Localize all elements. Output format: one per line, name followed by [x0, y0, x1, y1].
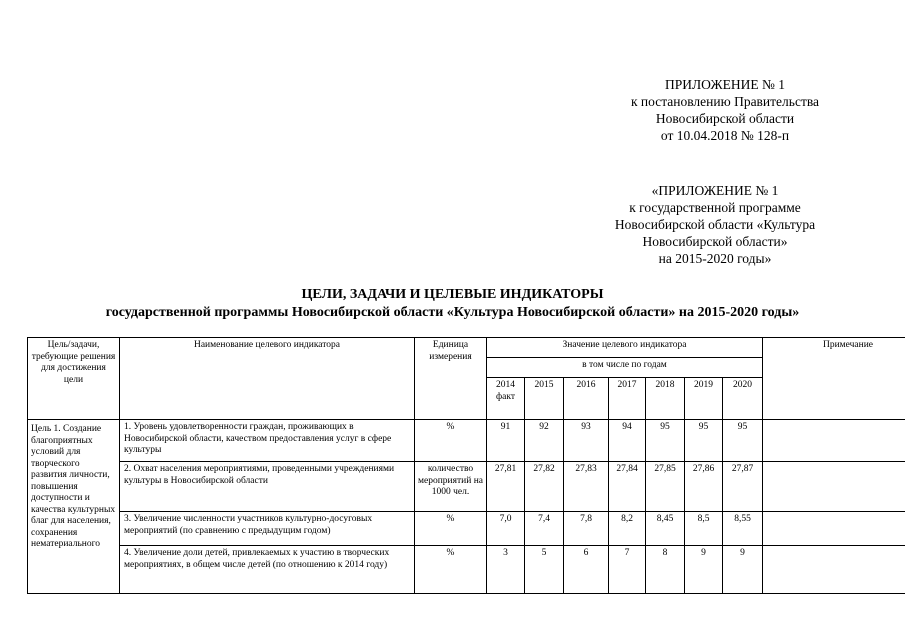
note-cell [763, 546, 905, 594]
value-cell: 8,2 [609, 512, 646, 546]
appendix-line: от 10.04.2018 № 128-п [660, 128, 790, 143]
value-cell: 93 [564, 420, 609, 462]
value-cell: 27,84 [609, 462, 646, 512]
goal-cell: Цель 1. Создание благоприятных условий для творческого развития личности, повышения доступности и качества культурных благ для населения, сохранения нематериального [28, 420, 120, 594]
note-cell [763, 420, 905, 462]
note-cell [763, 512, 905, 546]
value-cell: 7,4 [525, 512, 564, 546]
value-cell: 95 [646, 420, 685, 462]
unit-cell: % [415, 420, 487, 462]
appendix-line: Новосибирской области» [642, 234, 788, 249]
value-cell: 27,81 [487, 462, 525, 512]
note-cell [763, 462, 905, 512]
value-cell: 27,87 [723, 462, 763, 512]
value-cell: 94 [609, 420, 646, 462]
unit-cell: % [415, 546, 487, 594]
table-row [28, 420, 905, 462]
appendix-line: к постановлению Правительства [630, 94, 820, 109]
value-cell: 91 [487, 420, 525, 462]
appendix-line: ПРИЛОЖЕНИЕ № 1 [664, 77, 786, 92]
value-cell: 95 [685, 420, 723, 462]
header-year: 2017 [609, 378, 646, 420]
value-cell: 92 [525, 420, 564, 462]
appendix-line: «ПРИЛОЖЕНИЕ № 1 [651, 183, 779, 198]
header-year: 2018 [646, 378, 685, 420]
value-cell: 27,86 [685, 462, 723, 512]
appendix-line: на 2015-2020 годы» [658, 251, 772, 266]
value-cell: 9 [723, 546, 763, 594]
value-cell: 27,83 [564, 462, 609, 512]
value-cell: 95 [723, 420, 763, 462]
document-title: ЦЕЛИ, ЗАДАЧИ И ЦЕЛЕВЫЕ ИНДИКАТОРЫ [301, 287, 604, 302]
header-indicator: Наименование целевого индикатора [120, 338, 415, 420]
appendix-header-resolution [580, 76, 870, 144]
header-unit: Единица измерения [415, 338, 487, 420]
value-cell: 8,45 [646, 512, 685, 546]
table-row [28, 512, 905, 546]
header-year: 2015 [525, 378, 564, 420]
appendix-line: к государственной программе [629, 200, 801, 215]
header-year: 2019 [685, 378, 723, 420]
indicator-name: 3. Увеличение численности участников культурно-досуговых мероприятий (по сравнению с предыдущим годом) [120, 512, 415, 546]
header-goals: Цель/задачи, требующие решения для достижения цели [28, 338, 120, 420]
header-year: 2020 [723, 378, 763, 420]
header-year: 2014 факт [487, 378, 525, 420]
value-cell: 8,55 [723, 512, 763, 546]
indicators-table [27, 337, 905, 594]
indicator-name: 2. Охват населения мероприятиями, проведенными учреждениями культуры в Новосибирской области [120, 462, 415, 512]
value-cell: 27,85 [646, 462, 685, 512]
header-value: Значение целевого индикатора [487, 338, 763, 358]
value-cell: 7 [609, 546, 646, 594]
appendix-line: Новосибирской области «Культура [614, 217, 816, 232]
appendix-header-program [560, 182, 870, 267]
table-row [28, 546, 905, 594]
header-note: Примечание [763, 338, 905, 420]
value-cell: 9 [685, 546, 723, 594]
header-year: 2016 [564, 378, 609, 420]
value-cell: 6 [564, 546, 609, 594]
value-cell: 3 [487, 546, 525, 594]
indicator-name: 4. Увеличение доли детей, привлекаемых к участию в творческих мероприятиях, в общем числе детей (по отношению к 2014 году) [120, 546, 415, 594]
unit-cell: % [415, 512, 487, 546]
unit-cell: количество мероприятий на 1000 чел. [415, 462, 487, 512]
document-subtitle: государственной программы Новосибирской области «Культура Новосибирской области» на 2015-2020 годы» [105, 305, 800, 320]
header-by-years: в том числе по годам [487, 358, 763, 378]
value-cell: 5 [525, 546, 564, 594]
value-cell: 7,0 [487, 512, 525, 546]
appendix-line: Новосибирской области [655, 111, 795, 126]
value-cell: 8,5 [685, 512, 723, 546]
table-row [28, 462, 905, 512]
value-cell: 27,82 [525, 462, 564, 512]
indicator-name: 1. Уровень удовлетворенности граждан, проживающих в Новосибирской области, качеством предоставления услуг в сфере культуры [120, 420, 415, 462]
value-cell: 8 [646, 546, 685, 594]
value-cell: 7,8 [564, 512, 609, 546]
